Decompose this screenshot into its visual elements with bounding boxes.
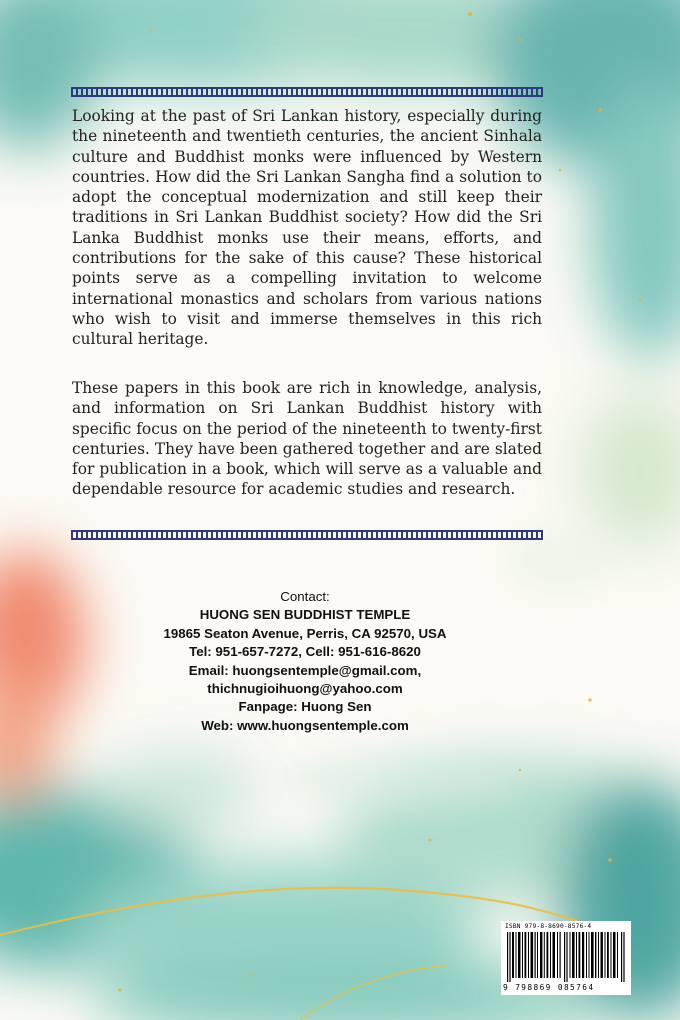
isbn-label: ISBN 979-8-8690-8576-4 (505, 923, 592, 930)
website-line: Web: www.huongsentemple.com (201, 717, 409, 733)
isbn-barcode (501, 921, 631, 995)
barcode-bars (507, 932, 625, 982)
email-line-2: thichnugioihuong@yahoo.com (207, 681, 403, 697)
contact-block (160, 588, 450, 735)
temple-address: 19865 Seaton Avenue, Perris, CA 92570, USA (163, 625, 447, 641)
temple-phones: Tel: 951-657-7272, Cell: 951-616-8620 (189, 644, 421, 660)
temple-name: HUONG SEN BUDDHIST TEMPLE (199, 607, 411, 623)
email-line-1: Email: huongsentemple@gmail.com, (188, 662, 422, 678)
bottom-greek-key-border (71, 530, 543, 540)
paragraph-1: Looking at the past of Sri Lankan history, especially during the nineteenth and twentieth centuries, the ancient Sinhala culture and Buddhist monks were influenced by Western countries. How did the Sri Lankan Sangha find a solution to adopt the conceptual modernization and still keep their traditions in Sri Lankan Buddhist society? How did the Sri Lanka Buddhist monks use their means, efforts, and contributions for the sake of this cause? These historical points serve as a compelling invitation to welcome international monastics and scholars from various nations who wish to visit and immerse themselves in this rich cultural heritage. (72, 107, 542, 349)
barcode-digits: 9 798869 085764 (503, 983, 595, 992)
contact-label: Contact: (280, 589, 330, 604)
paragraph-2: These papers in this book are rich in knowledge, analysis, and information on Sri Lankan Buddhist history with specific focus on the period of the nineteenth to twenty-first centuries. They have been gathered together and are slated for publication in a book, which will serve as a valuable and dependable resource for academic studies and research. (72, 379, 542, 499)
fanpage-line: Fanpage: Huong Sen (238, 699, 372, 715)
top-greek-key-border (71, 87, 543, 97)
